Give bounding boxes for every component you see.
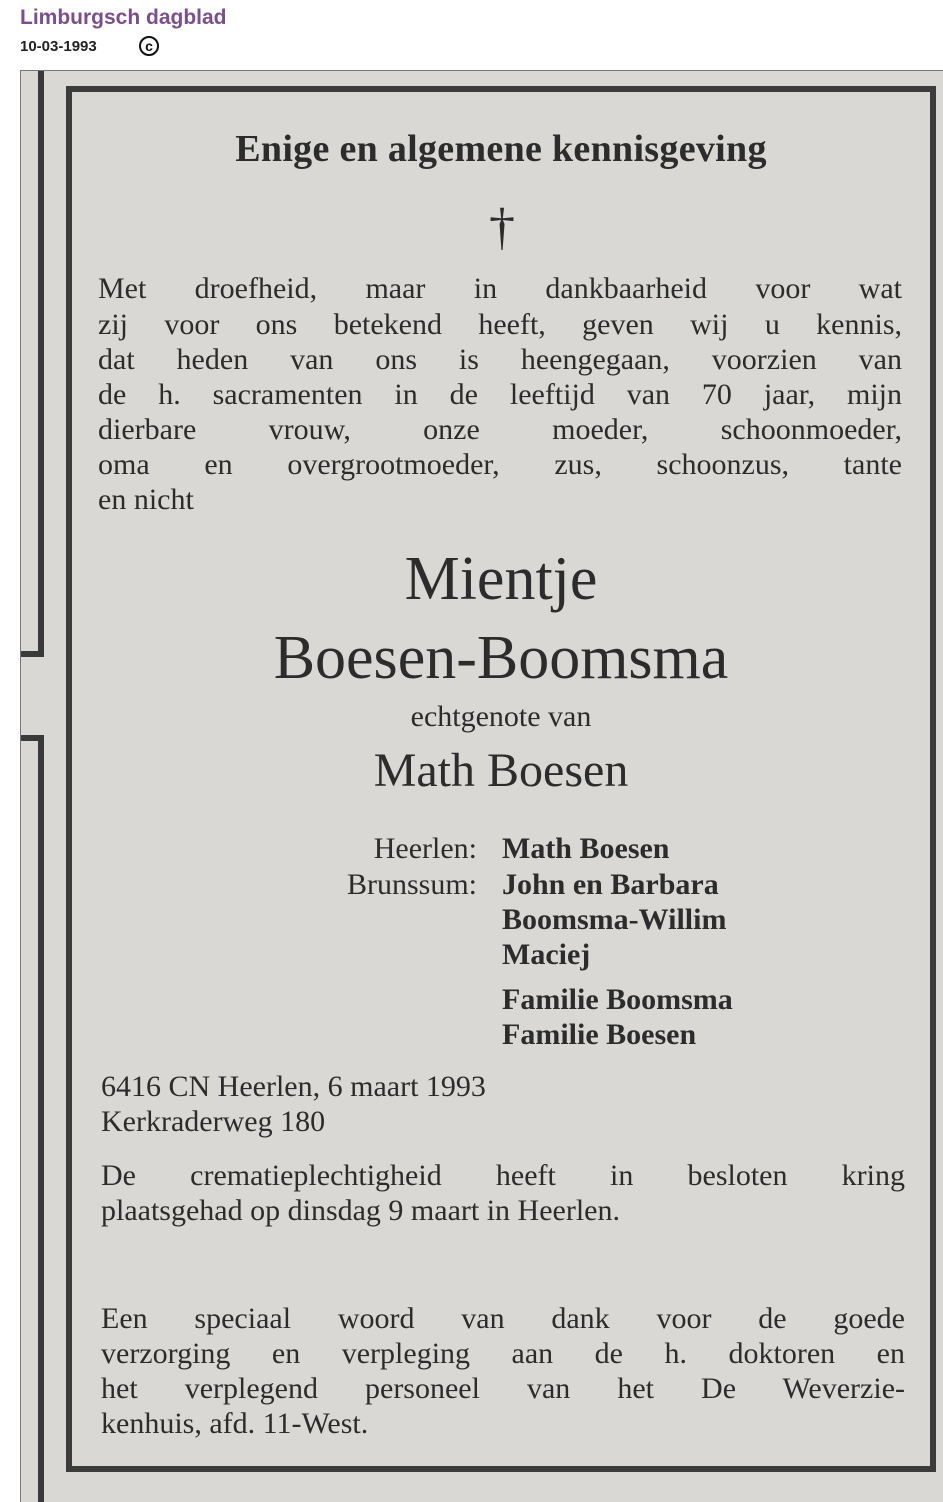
cross-icon: † <box>489 199 515 256</box>
intro-line: de h. sacramenten in de leeftijd van 70 jaar, mijn <box>98 378 902 411</box>
intro-line: oma en overgrootmoeder, zus, schoonzus, tante <box>98 448 902 481</box>
intro-line: dat heden van ons is heengegaan, voorzien van <box>98 343 902 376</box>
ceremony-line: De crematieplechtigheid heeft in besloten kring <box>101 1159 905 1192</box>
publication-date: 10-03-1993 <box>20 38 97 55</box>
notice-heading: Enige en algemene kennisgeving <box>235 128 767 170</box>
family-names: Maciej <box>502 938 591 971</box>
family-names: Familie Boomsma <box>502 983 733 1016</box>
family-names: Familie Boesen <box>502 1018 697 1051</box>
deceased-last-name: Boesen-Boomsma <box>273 624 729 692</box>
family-names: Boomsma-Willim <box>502 903 727 936</box>
newspaper-title: Limburgsch dagblad <box>20 6 227 29</box>
notice-frame <box>66 86 936 1472</box>
family-names: Math Boesen <box>502 832 670 865</box>
copyright-icon: c <box>139 36 159 56</box>
intro-line: Met droefheid, maar in dankbaarheid voor wat <box>98 272 902 305</box>
family-place: Heerlen: <box>373 832 477 865</box>
thanks-line: verzorging en verpleging aan de h. doktoren en <box>101 1337 905 1370</box>
family-names: John en Barbara <box>502 868 719 901</box>
address-line: Kerkraderweg 180 <box>101 1105 326 1138</box>
thanks-line: kenhuis, afd. 11-West. <box>101 1407 369 1440</box>
thanks-line: Een speciaal woord van dank voor de goede <box>101 1302 905 1335</box>
adjacent-frame-edge <box>21 651 44 657</box>
intro-line: dierbare vrouw, onze moeder, schoonmoeder, <box>98 413 902 446</box>
spouse-name: Math Boesen <box>373 744 629 797</box>
family-place: Brunssum: <box>346 868 477 901</box>
adjacent-frame-edge <box>38 71 44 656</box>
intro-line: en nicht <box>98 483 194 516</box>
relation-text: echtgenote van <box>410 700 592 733</box>
intro-line: zij voor ons betekend heeft, geven wij u kennis, <box>98 308 902 341</box>
newspaper-clipping <box>20 70 943 1502</box>
address-line: 6416 CN Heerlen, 6 maart 1993 <box>101 1070 486 1103</box>
deceased-first-name: Mientje <box>404 545 598 613</box>
adjacent-frame-edge <box>38 735 44 1502</box>
ceremony-line: plaatsgehad op dinsdag 9 maart in Heerlen. <box>101 1194 620 1227</box>
thanks-line: het verplegend personeel van het De Weverzie- <box>101 1372 905 1405</box>
